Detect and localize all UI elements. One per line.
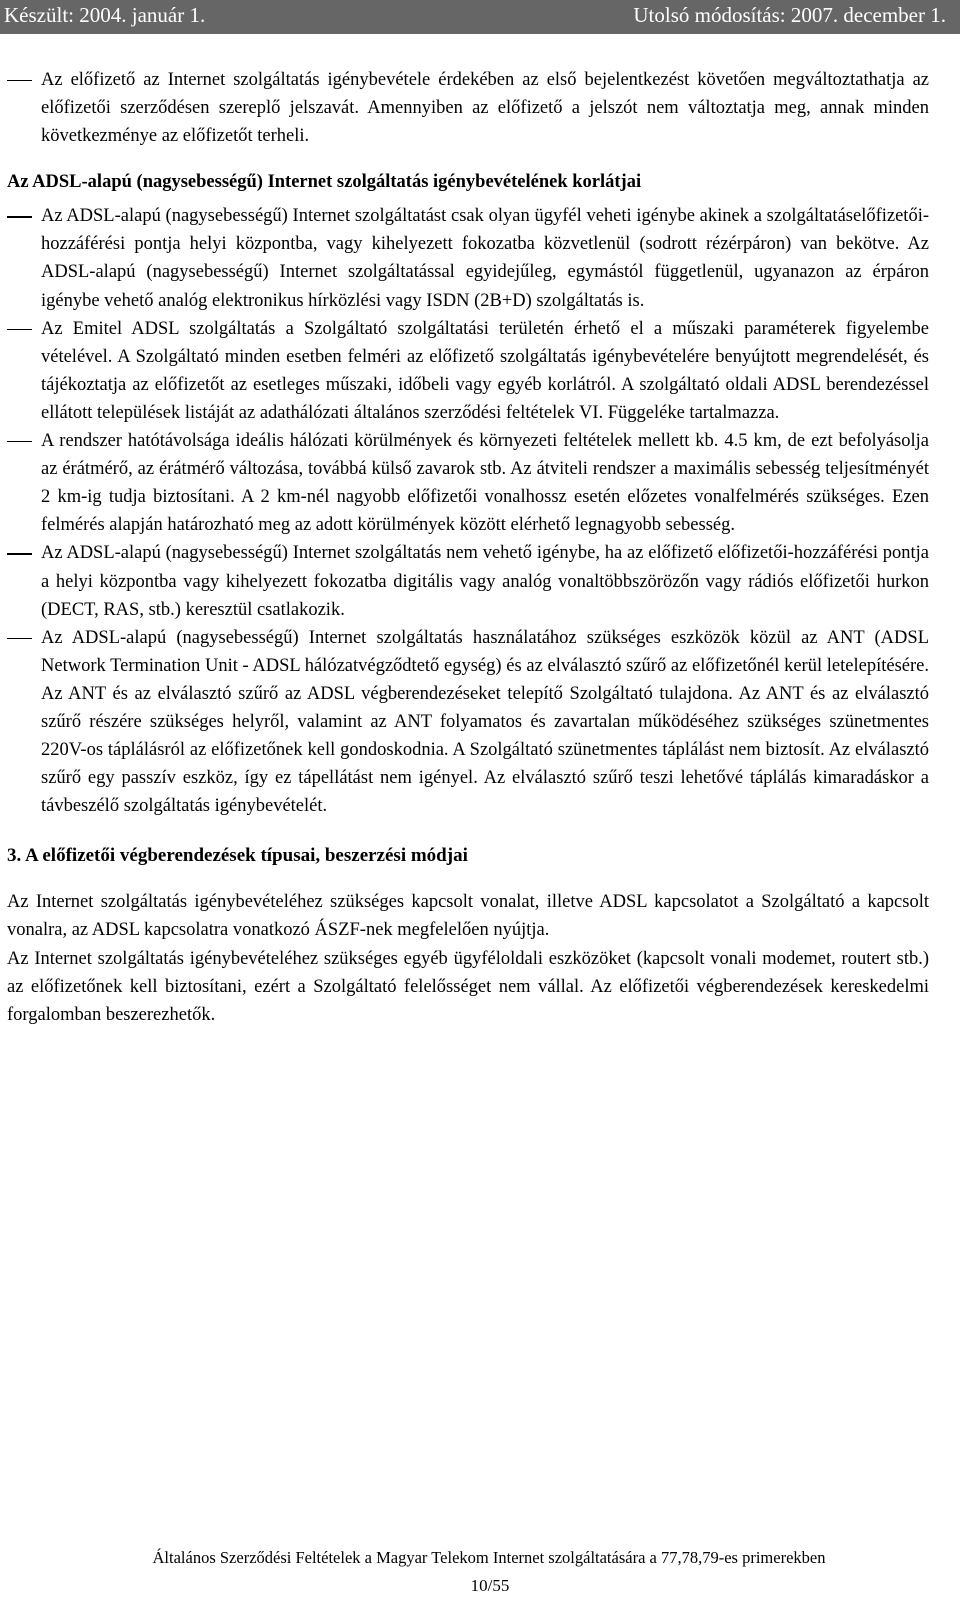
dash-bullet xyxy=(7,216,32,217)
paragraph: Az Internet szolgáltatás igénybevételéhez szükséges egyéb ügyféloldali eszközöket (kapcsolt vonali modemet, routert stb.) az előfizetőnek kell biztosítani, ezért a Szolgáltató felelősséget nem vállal. Az előfizetői végberendezések kereskedelmi forgalomban beszerezhetők. xyxy=(7,948,929,1025)
list-item-text: Az Emitel ADSL szolgáltatás a Szolgáltató szolgáltatási területén érhető el a műszaki paraméterek figyelembe vételével. A Szolgáltató minden esetben felméri az előfizető szolgáltatás igénybevételére benyújtott megrendelését, és tájékoztatja az előfizetőt az esetleges műszaki, időbeli vagy egyéb korlátról. A szolgáltató oldali ADSL berendezéssel ellátott települések listáját az adathálózati általános szerződési feltételek VI. Függeléke tartalmazza. xyxy=(41,318,929,423)
document-body xyxy=(7,66,929,1029)
dash-bullet xyxy=(7,441,32,442)
footer-title: Általános Szerződési Feltételek a Magyar Telekom Internet szolgáltatására a 77,78,79-es primerekben xyxy=(152,1548,826,1567)
page-number: 10/55 xyxy=(470,1576,510,1595)
list-item-text: Az előfizető az Internet szolgáltatás igénybevétele érdekében az első bejelentkezést követően megváltoztathatja az előfizetői szerződésen szereplő jelszavát. Amennyiben az előfizető a jelszót nem változtatja meg, annak minden következménye az előfizetőt terheli. xyxy=(41,70,929,147)
list-item xyxy=(7,66,929,150)
list-item-text: Az ADSL-alapú (nagysebességű) Internet szolgáltatás használatához szükséges eszközök közül az ANT (ADSL Network Termination Unit - ADSL hálózatvégződtető egység) és az elválasztó szűrő az előfizetőnél kerül letelepítésére. Az ANT és az elválasztó szűrő az ADSL végberendezéseket telepítő Szolgáltató tulajdona. Az ANT és az elválasztó szűrő részére szükséges helyről, valamint az ANT folyamatos és zavartalan működéséhez szükséges szünetmentes 220V-os táplálásról az előfizetőnek kell gondoskodnia. A Szolgáltató szünetmentes táplálást nem biztosít. Az elválasztó szűrő egy passzív eszköz, így ez tápellátást nem igényel. Az elválasztó szűrő teszi lehetővé táplálás kimaradáskor a távbeszélő szolgáltatás igénybevételét. xyxy=(41,627,929,817)
dash-bullet xyxy=(7,80,32,81)
dash-bullet xyxy=(7,329,32,330)
list-item xyxy=(7,427,929,539)
section-heading-adsl: Az ADSL-alapú (nagysebességű) Internet szolgáltatás igénybevételének korlátjai xyxy=(7,172,642,193)
list-item xyxy=(7,315,929,427)
section-heading-3: 3. A előfizetői végberendezések típusai, beszerzési módjai xyxy=(7,845,468,867)
dash-bullet xyxy=(7,638,32,639)
list-item xyxy=(7,539,929,623)
created-date: Készült: 2004. január 1. xyxy=(4,3,206,27)
list-item-text: A rendszer hatótávolsága ideális hálózati körülmények és környezeti feltételek mellett kb. 4.5 km, de ezt befolyásolja az érátmérő, az érátmérő változása, továbbá külső zavarok stb. Az átviteli rendszer a maximális sebesség teljesítményét 2 km-ig tudja biztosítani. A 2 km-nél nagyobb előfizetői vonalhossz esetén előzetes vonalfelmérés szükséges. Ezen felmérés alapján határozható meg az adott körülmények között elérhető legnagyobb sebesség. xyxy=(41,431,929,536)
paragraph: Az Internet szolgáltatás igénybevételéhez szükséges kapcsolt vonalat, illetve ADSL kapcsolatot a Szolgáltató a kapcsolt vonalra, az ADSL kapcsolatra vonatkozó ÁSZF-nek megfelelően nyújtja. xyxy=(7,892,929,941)
list-item xyxy=(7,202,929,314)
dash-bullet xyxy=(7,553,32,554)
modified-date: Utolsó módosítás: 2007. december 1. xyxy=(633,3,946,27)
list-item xyxy=(7,624,929,821)
list-item-text: Az ADSL-alapú (nagysebességű) Internet szolgáltatást csak olyan ügyfél veheti igénybe akinek a szolgáltatáselőfizetői-hozzáférési pontja helyi központba, vagy kihelyezett fokozatba közvetlenül (sodrott rézérpáron) van bekötve. Az ADSL-alapú (nagysebességű) Internet szolgáltatással egyidejűleg, egymástól függetlenül, ugyanazon az érpáron igénybe vehető analóg elektronikus hírközlési vagy ISDN (2B+D) szolgáltatás is. xyxy=(41,206,929,311)
page-header xyxy=(0,0,960,34)
list-item-text: Az ADSL-alapú (nagysebességű) Internet szolgáltatás nem vehető igénybe, ha az előfizető előfizetői-hozzáférési pontja a helyi központba vagy kihelyezett fokozatba digitális vagy analóg vonaltöbbszörözőn vagy rádiós előfizetői hurkon (DECT, RAS, stb.) keresztül csatlakozik. xyxy=(41,543,929,620)
